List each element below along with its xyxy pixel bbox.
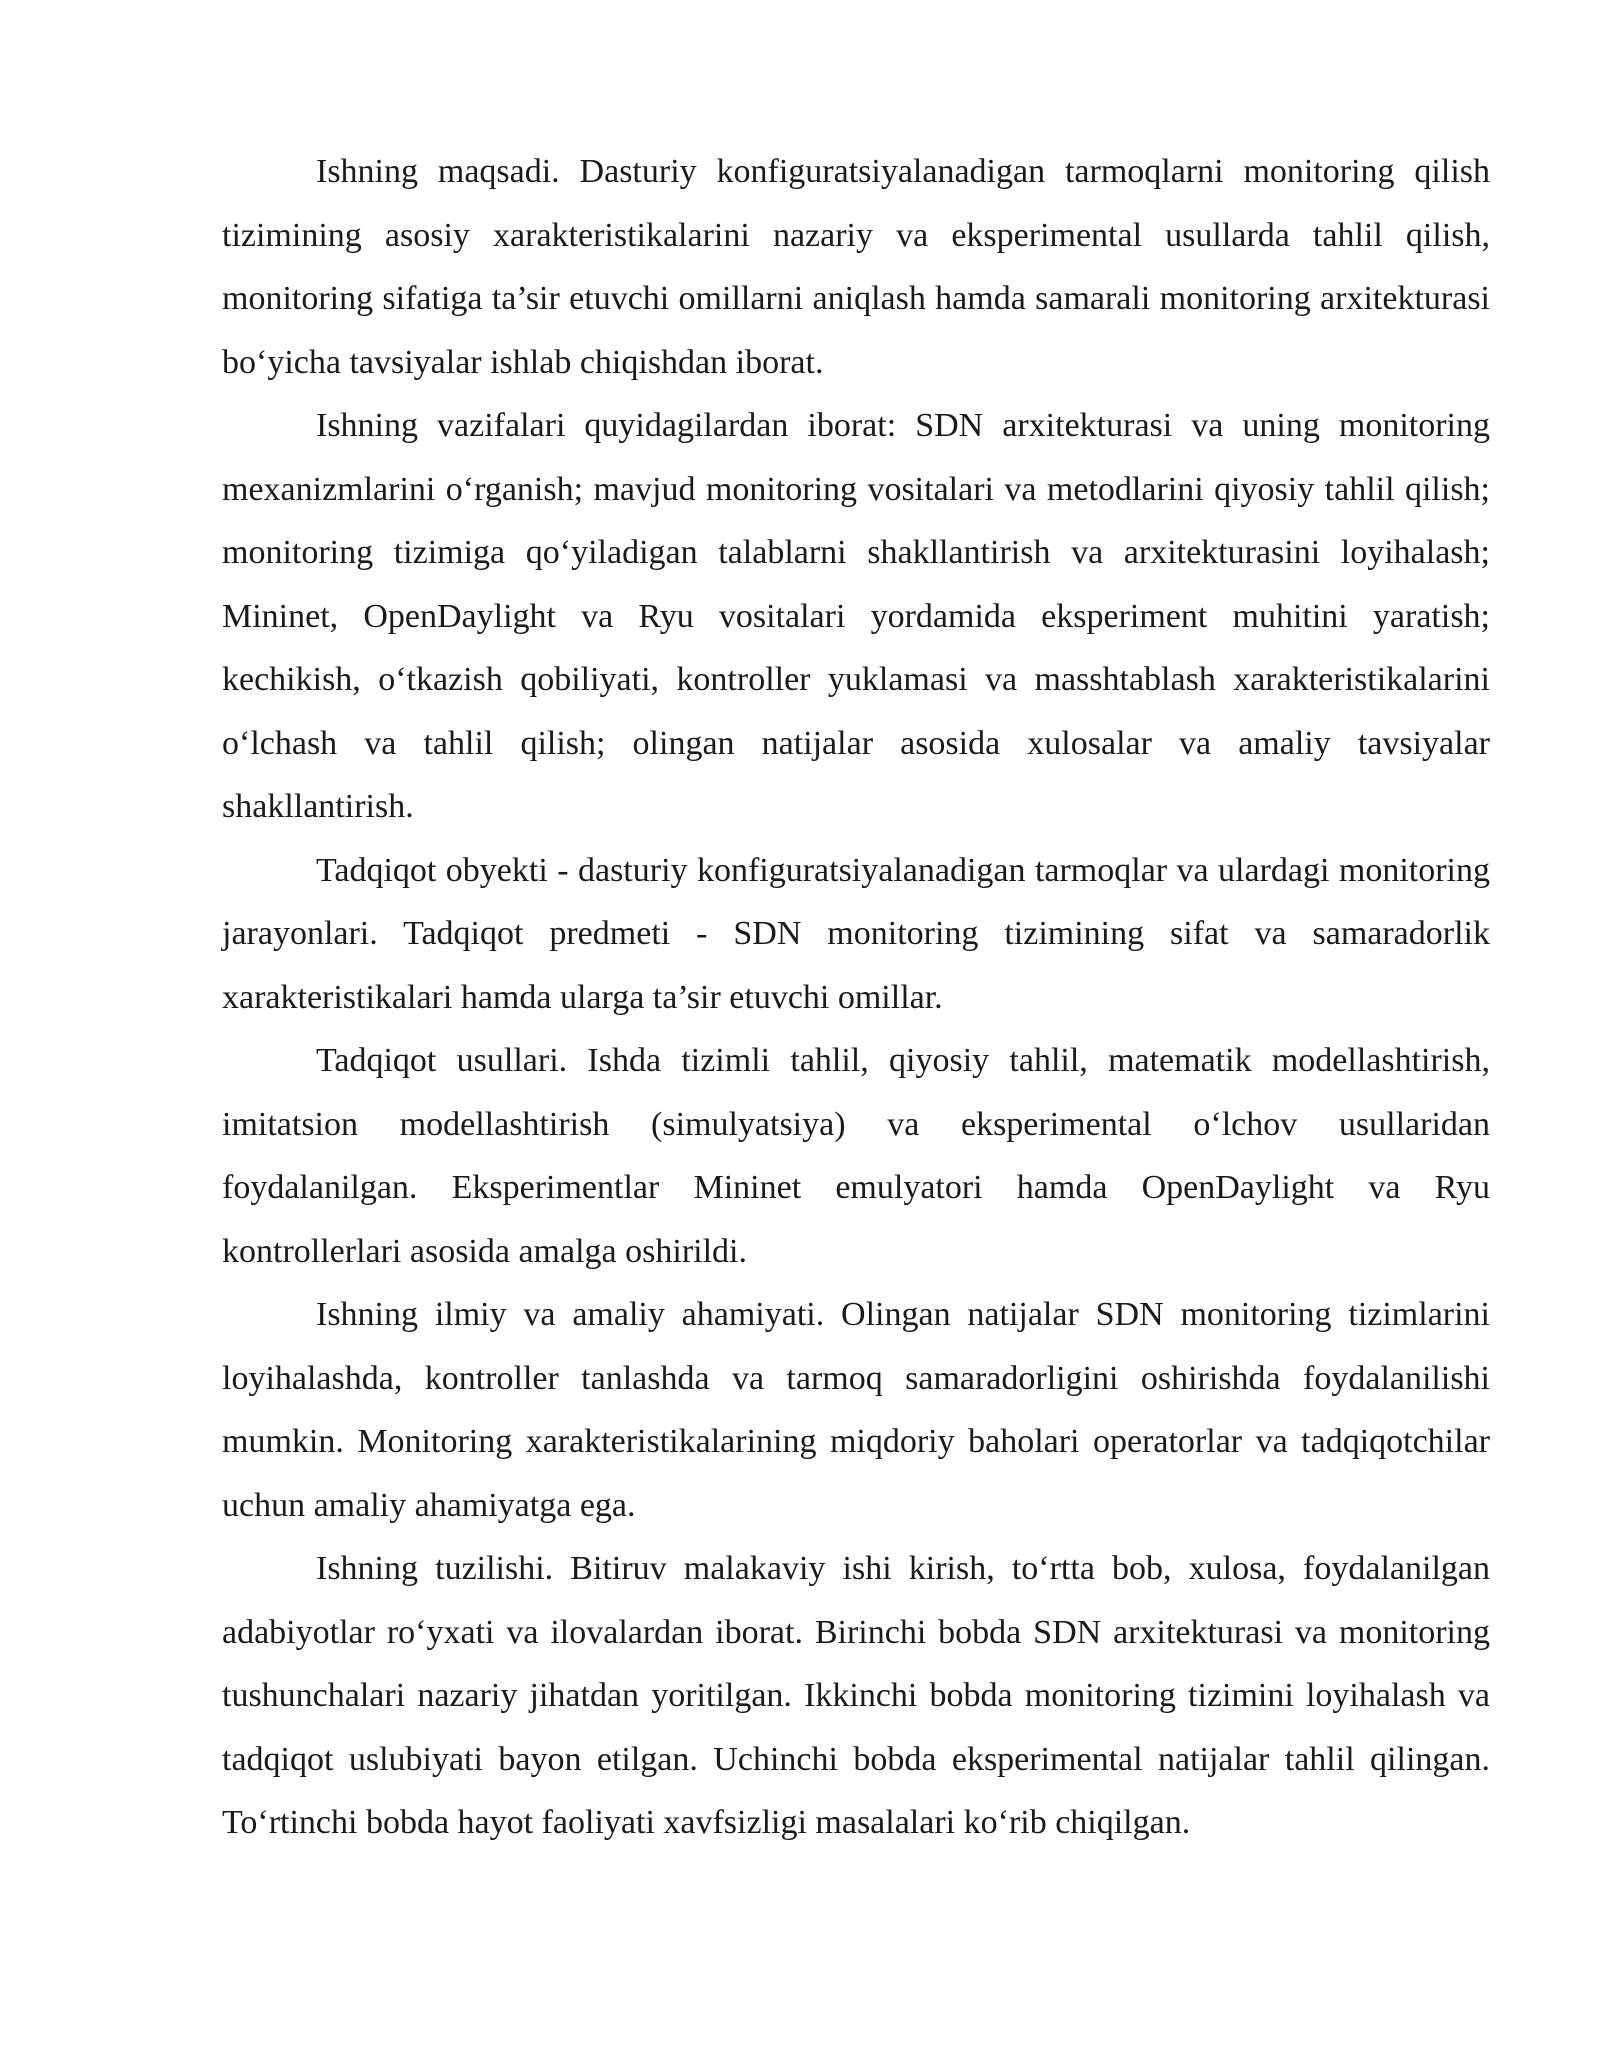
paragraph-methods: Tadqiqot usullari. Ishda tizimli tahlil, qiyosiy tahlil, matematik modellashtirish, imitatsion modellashtirish (simulyatsiya) va eksperimental o‘lchov usullaridan foydalanilgan. Eksperimentlar Mininet emulyatori hamda OpenDaylight va Ryu kontrollerlari asosida amalga oshirildi.: [222, 1042, 1490, 1270]
paragraph-significance: Ishning ilmiy va amaliy ahamiyati. Olingan natijalar SDN monitoring tizimlarini loyihalashda, kontroller tanlashda va tarmoq samaradorligini oshirishda foydalanilishi mumkin. Monitoring xarakteristikalarining miqdoriy baholari operatorlar va tadqiqotchilar uchun amaliy ahamiyatga ega.: [222, 1296, 1490, 1524]
paragraph-purpose: Ishning maqsadi. Dasturiy konfiguratsiyalanadigan tarmoqlarni monitoring qilish tizimining asosiy xarakteristikalarini nazariy va eksperimental usullarda tahlil qilish, monitoring sifatiga ta’sir etuvchi omillarni aniqlash hamda samarali monitoring arxitekturasi bo‘yicha tavsiyalar ishlab chiqishdan iborat.: [222, 153, 1490, 381]
paragraph-tasks: Ishning vazifalari quyidagilardan iborat: SDN arxitekturasi va uning monitoring mexanizmlarini o‘rganish; mavjud monitoring vositalari va metodlarini qiyosiy tahlil qilish; monitoring tizimiga qo‘yiladigan talablarni shakllantirish va arxitekturasini loyihalash; Mininet, OpenDaylight va Ryu vositalari yordamida eksperiment muhitini yaratish; kechikish, o‘tkazish qobiliyati, kontroller yuklamasi va masshtablash xarakteristikalarini o‘lchash va tahlil qilish; olingan natijalar asosida xulosalar va amaliy tavsiyalar shakllantirish.: [222, 407, 1490, 825]
paragraph-structure: Ishning tuzilishi. Bitiruv malakaviy ishi kirish, to‘rtta bob, xulosa, foydalanilgan adabiyotlar ro‘yxati va ilovalardan iborat. Birinchi bobda SDN arxitekturasi va monitoring tushunchalari nazariy jihatdan yoritilgan. Ikkinchi bobda monitoring tizimini loyihalash va tadqiqot uslubiyati bayon etilgan. Uchinchi bobda eksperimental natijalar tahlil qilingan. To‘rtinchi bobda hayot faoliyati xavfsizligi masalalari ko‘rib chiqilgan.: [222, 1550, 1490, 1841]
paragraph-object-subject: Tadqiqot obyekti - dasturiy konfiguratsiyalanadigan tarmoqlar va ulardagi monitoring jarayonlari. Tadqiqot predmeti - SDN monitoring tizimining sifat va samaradorlik xarakteristikalari hamda ularga ta’sir etuvchi omillar.: [222, 851, 1490, 1016]
document-page: [222, 140, 1490, 1855]
